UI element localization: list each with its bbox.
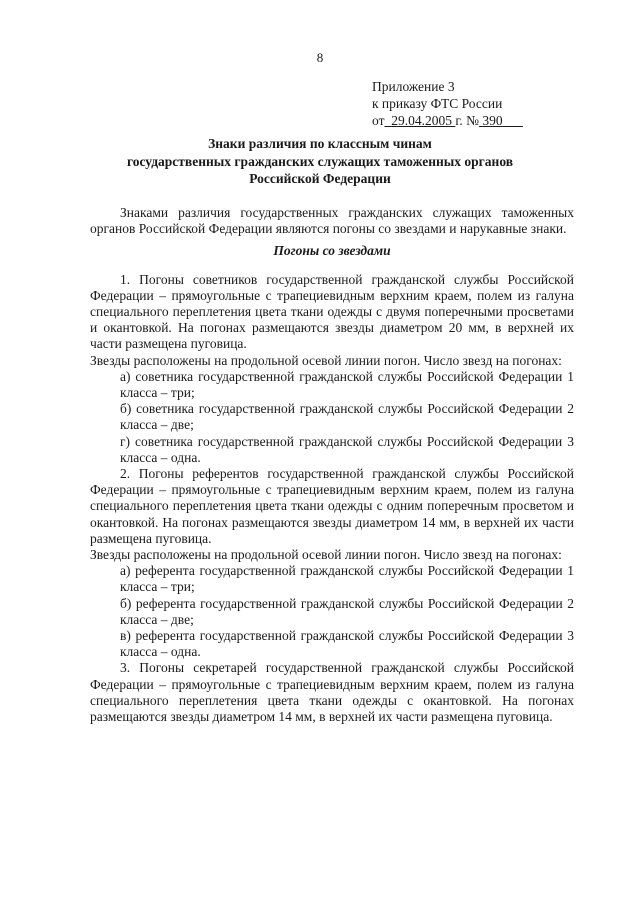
document-body	[90, 205, 574, 725]
paragraph-1-stars: Звезды расположены на продольной осевой линии погон. Число звезд на погонах:	[90, 352, 562, 368]
annex-number: 390	[482, 113, 503, 128]
title-line-2: государственных гражданских служащих таможенных органов	[126, 153, 514, 169]
annex-order: к приказу ФТС России	[372, 96, 503, 111]
list-item-1c: г) советника государственной гражданской службы Российской Федерации 3 класса – одна.	[120, 433, 574, 465]
intro-paragraph: Знаками различия государственных гражданских служащих таможенных органов Российской Федерации являются погоны со звездами и нарукавные знаки.	[90, 205, 574, 237]
title-line-1: Знаки различия по классным чинам	[208, 136, 432, 151]
annex-date: 29.04.2005	[391, 113, 452, 128]
paragraph-2-stars: Звезды расположены на продольной осевой линии погон. Число звезд на погонах:	[90, 547, 562, 563]
list-item-1a: а) советника государственной гражданской службы Российской Федерации 1 класса – три;	[120, 368, 574, 401]
title-line-3: Российской Федерации	[249, 171, 391, 186]
list-item-2a: а) референта государственной гражданской службы Российской Федерации 1 класса – три;	[120, 563, 574, 595]
annex-date-line	[372, 112, 523, 129]
paragraph-2: 2. Погоны референтов государственной гражданской службы Российской Федерации – прямоугольные с трапециевидным верхним краем, полем из галуна специального переплетения цвета ткани одежды с одним поперечным просветом и окантовкой. На погонах размещаются звезды диаметром 14 мм, в верхней их части размещена пуговица.	[90, 466, 574, 546]
document-title	[0, 135, 640, 188]
paragraph-3: 3. Погоны секретарей государственной гражданской службы Российской Федерации – прямоугольные с трапециевидным верхним краем, полем из галуна специального переплетения цвета ткани одежды с окантовкой. На погонах размещаются звезды диаметром 14 мм, в верхней их части размещена пуговица.	[90, 660, 574, 725]
annex-year-suffix: г. №	[455, 113, 480, 128]
annex-title: Приложение 3	[372, 79, 455, 94]
paragraph-1: 1. Погоны советников государственной гражданской службы Российской Федерации – прямоугольные с трапециевидным верхним краем, полем из галуна специального переплетения цвета ткани одежды с двумя поперечными просветами и окантовкой. На погонах размещаются звезды диаметром 20 мм, в верхней их части размещена пуговица.	[90, 271, 574, 352]
page-number: 8	[316, 50, 324, 65]
annex-block	[372, 78, 523, 129]
list-item-1b: б) советника государственной гражданской службы Российской Федерации 2 класса – две;	[120, 401, 574, 433]
annex-prefix: от	[372, 113, 385, 128]
list-item-2c: в) референта государственной гражданской службы Российской Федерации 3 класса – одна.	[120, 628, 574, 660]
list-item-2b: б) референта государственной гражданской службы Российской Федерации 2 класса – две;	[120, 595, 574, 627]
section-heading: Погоны со звездами	[273, 243, 391, 259]
